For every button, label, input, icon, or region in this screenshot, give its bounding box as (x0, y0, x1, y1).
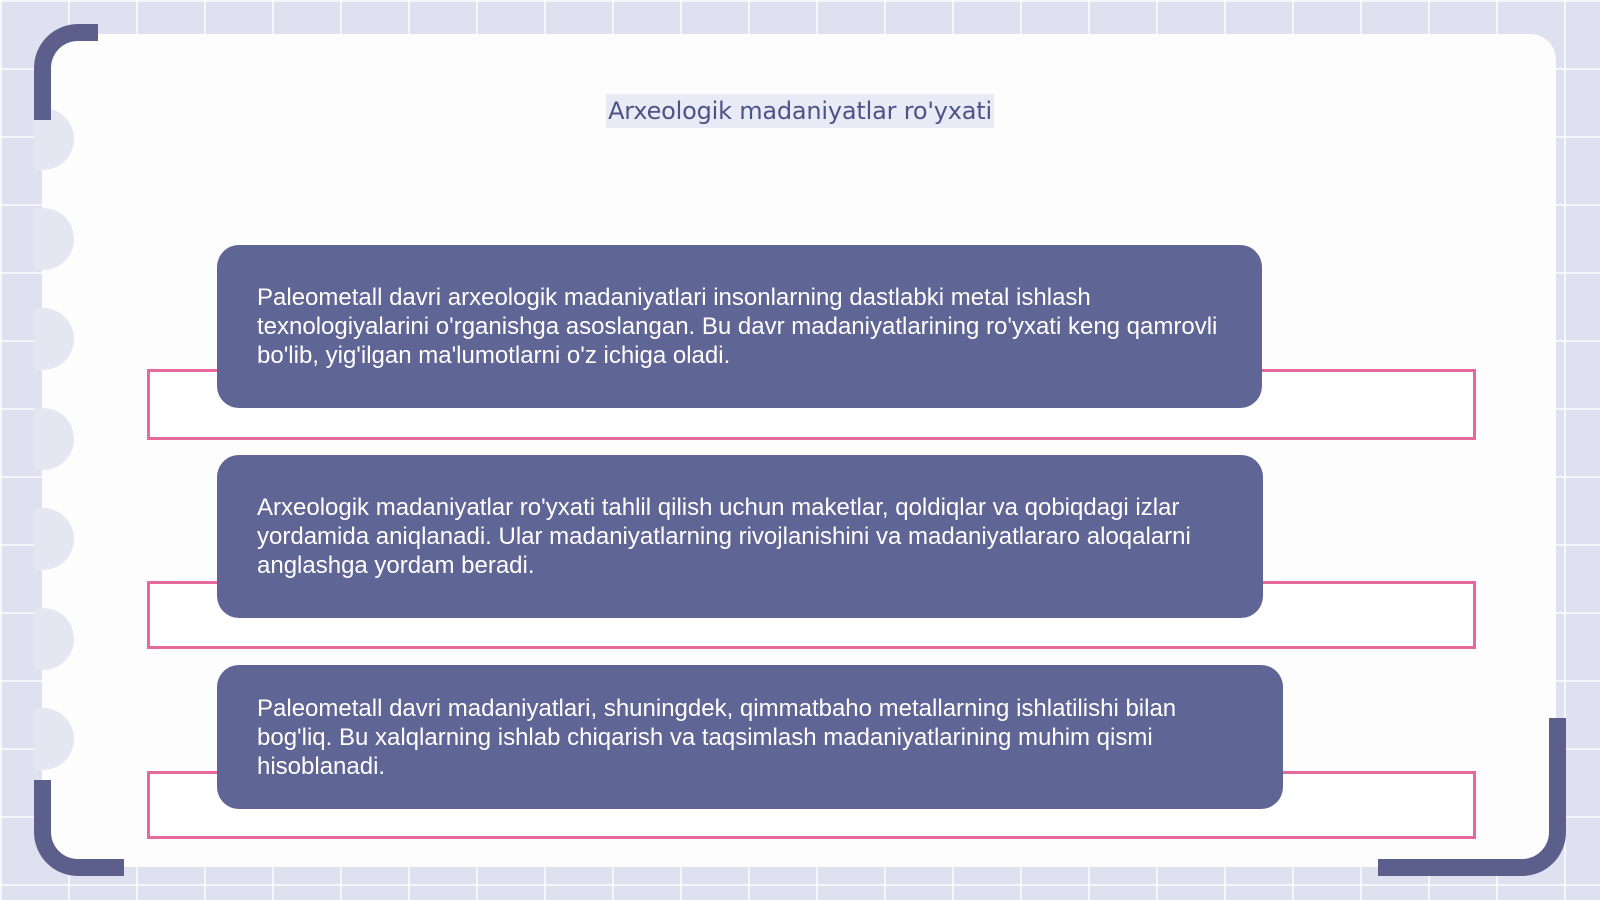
text-card-1 (217, 245, 1262, 408)
corner-bracket-bottom-left (34, 780, 124, 876)
card-text-3: Paleometall davri madaniyatlari, shuningdek, qimmatbaho metallarning ishlatilishi bilan bog'liq. Bu xalqlarning ishlab chiqarish va taqsimlash madaniyatlarining muhim qismi hisoblanadi. (257, 694, 1177, 780)
slide-title: Arxeologik madaniyatlar ro'yxati (606, 94, 994, 128)
text-card-2 (217, 455, 1263, 618)
card-text-2: Arxeologik madaniyatlar ro'yxati tahlil qilish uchun maketlar, qoldiqlar va qobiqdagi izlar yordamida aniqlanadi. Ular madaniyatlarning rivojlanishini va madaniyatlararo aloqalarni anglashga yordam beradi. (257, 494, 1191, 579)
card-text-1: Paleometall davri arxeologik madaniyatlari insonlarning dastlabki metal ishlash texnologiyalarini o'rganishga asoslangan. Bu davr madaniyatlarining ro'yxati keng qamrovli bo'lib, yig'ilgan ma'lumotlarni o'z ichiga oladi. (257, 284, 1218, 369)
slide-title-wrap (0, 94, 1600, 128)
text-card-3 (217, 665, 1283, 809)
